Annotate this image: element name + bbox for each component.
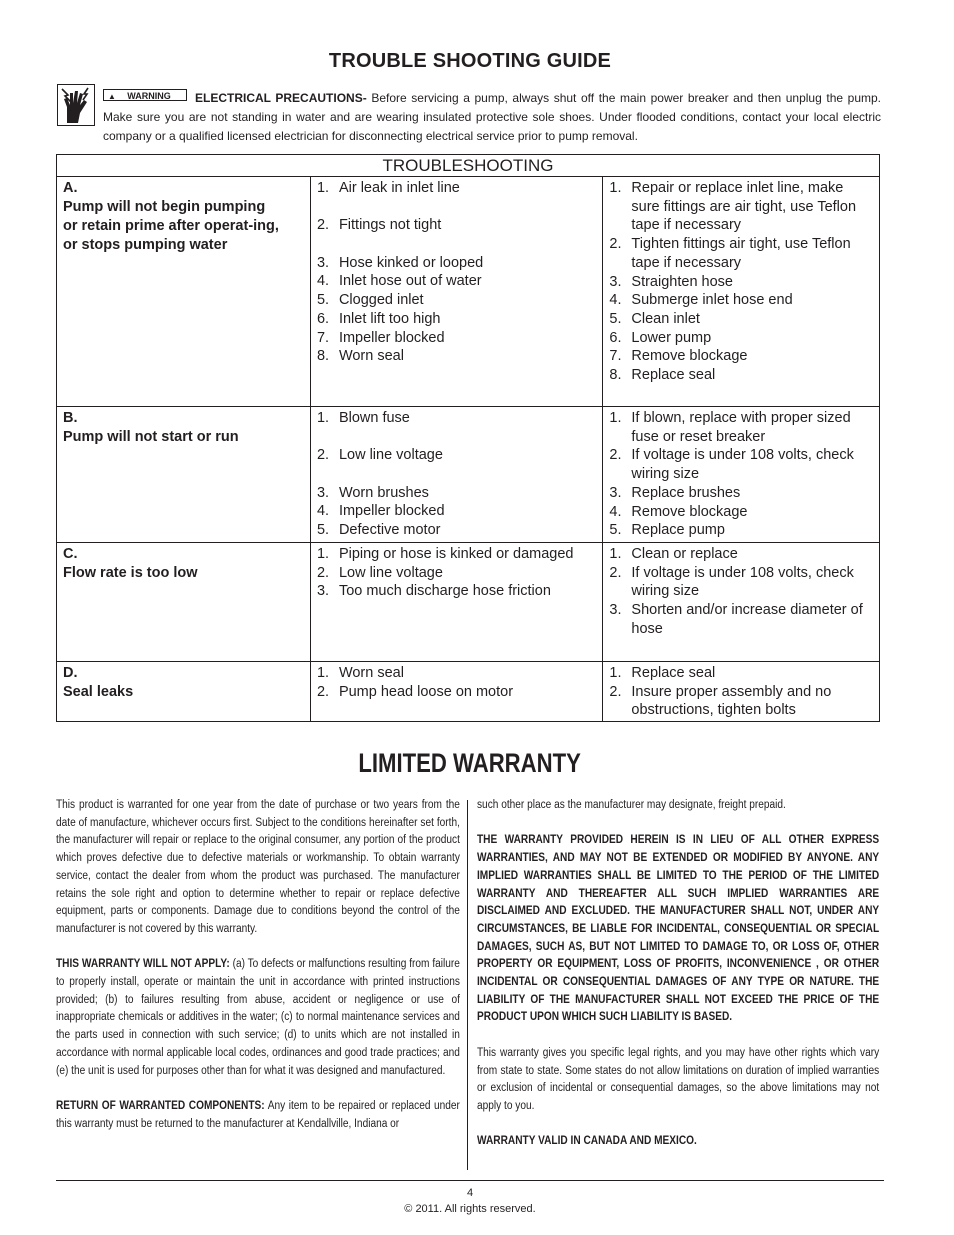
problem-letter: C. (63, 546, 78, 562)
spacer (317, 465, 596, 484)
item-text: Air leak in inlet line (338, 180, 460, 196)
remedy-item (609, 310, 873, 329)
item-text: Worn brushes (338, 484, 429, 501)
item-number: 2. (316, 447, 330, 464)
remedy-item (609, 291, 873, 310)
item-number: 2. (609, 683, 622, 700)
cause-item (317, 347, 596, 366)
item-text: Too much discharge hose friction (338, 583, 551, 600)
problem-cell (57, 662, 311, 722)
item-number: 7. (316, 329, 330, 346)
cause-item (317, 179, 596, 198)
item-text: Inlet hose out of water (338, 273, 482, 290)
item-number: 2. (316, 564, 330, 581)
cause-item (317, 329, 596, 348)
problem-text: Pump will not start or run (63, 429, 239, 445)
remedy-item (609, 329, 873, 348)
remedy-cell (603, 543, 880, 662)
item-number: 8. (609, 367, 622, 384)
cause-item (317, 582, 596, 601)
remedy-item (609, 664, 873, 683)
copyright: © 2011. All rights reserved. (404, 1203, 536, 1215)
cause-item (317, 545, 596, 564)
cause-cell (310, 177, 602, 407)
item-number: 2. (609, 236, 622, 253)
problem-text: Pump will not begin pumping or retain prime after operat-ing, or stops pumping water (63, 199, 279, 253)
item-text: Hose kinked or looped (338, 254, 484, 271)
remedy-item (609, 564, 873, 601)
item-text: Shorten and/or increase diameter of hose (631, 602, 863, 637)
troubleshooting-row (57, 662, 880, 722)
footer-rule (56, 1180, 884, 1181)
remedy-item (609, 484, 873, 503)
item-text: Fittings not tight (338, 217, 442, 234)
item-text: Clogged inlet (338, 292, 424, 309)
item-number: 2. (316, 217, 330, 234)
cause-cell (310, 407, 602, 543)
item-text: If voltage is under 108 volts, check wiring size (631, 447, 854, 483)
item-number: 2. (609, 564, 622, 581)
item-text: Low line voltage (338, 447, 443, 464)
item-number: 5. (609, 522, 622, 539)
warning-triangle-icon: ▲ (108, 92, 116, 101)
troubleshooting-row (57, 543, 880, 662)
spacer (317, 235, 596, 254)
remedy-item (609, 179, 873, 235)
item-number: 4. (316, 503, 330, 520)
item-number: 4. (609, 503, 622, 520)
remedy-item (609, 521, 873, 540)
warranty-paragraph: This product is warranted for one year from the date of purchase or two years from the date of manufacture, whichever occurs first. Subject to the conditions hereinafter set forth, the manufacturer will repair or replace to the original consumer, any portion of the product which proves defective due to defective materials or workmanship. To obtain warranty service, contact the dealer from whom the product was purchased. The manufacturer retains the sole right and option to determine whether to repair or replace defective equipment, parts or components. Damage due to conditions beyond the control of the manufacturer is not covered by this warranty. (56, 799, 460, 935)
item-text: Low line voltage (338, 564, 443, 581)
item-text: Worn seal (338, 665, 404, 681)
item-text: If voltage is under 108 volts, check wiring size (631, 564, 854, 600)
item-text: If blown, replace with proper sized fuse or reset breaker (631, 410, 851, 445)
item-text: Remove blockage (631, 348, 748, 365)
item-text: Piping or hose is kinked or damaged (338, 546, 574, 562)
warranty-exclusions (56, 956, 460, 1080)
item-text: Repair or replace inlet line, make sure fittings are air tight, use Teflon tape if necessary (631, 180, 857, 234)
problem-letter: A. (63, 180, 78, 196)
column-divider (467, 800, 468, 1170)
item-number: 3. (316, 583, 330, 600)
cause-item (317, 310, 596, 329)
exclusions-lead: THIS WARRANTY WILL NOT APPLY: (56, 958, 230, 971)
cause-item (317, 216, 596, 235)
remedy-cell (603, 407, 880, 543)
problem-letter: D. (63, 665, 78, 681)
item-text: Replace seal (631, 367, 716, 384)
item-text: Clean inlet (631, 310, 700, 327)
electrical-hazard-hand-icon (57, 84, 95, 126)
exclusions-body: (a) To defects or malfunctions resulting from failure to properly install, operate or maintain the unit in accordance with printed instructions provided; (b) to failures resulting from abuse, accident or negligence or use of inappropriate chemicals or additives in the water; (c) to normal maintenance services and the parts used in connection with such service; (d) to units which are not installed in accordance with normal applicable local codes, ordinances and good trade practices; and (e) the unit is used for purposes other than for what it was designed and manufactured. (56, 958, 460, 1077)
item-text: Impeller blocked (338, 329, 445, 346)
warranty-left-column (56, 797, 460, 1151)
item-number: 2. (316, 683, 330, 700)
item-number: 7. (609, 348, 622, 365)
troubleshooting-header: TROUBLESHOOTING (57, 155, 880, 177)
warranty-title: LIMITED WARRANTY (358, 748, 581, 778)
spacer (317, 198, 596, 217)
item-number: 4. (609, 292, 622, 309)
item-text: Tighten fittings air tight, use Teflon tape if necessary (631, 236, 851, 271)
item-number: 2. (609, 447, 622, 464)
cause-item (317, 409, 596, 428)
warning-badge-label: WARNING (127, 91, 171, 101)
item-number: 3. (316, 254, 330, 271)
return-lead: RETURN OF WARRANTED COMPONENTS: (56, 1099, 265, 1112)
return-body: Any item to be repaired or replaced under this warranty must be returned to the manufacturer at Kendallville, Indiana or (56, 1099, 460, 1130)
item-number: 1. (316, 180, 330, 196)
item-text: Replace pump (631, 522, 725, 539)
remedy-item (609, 409, 873, 446)
cause-item (317, 521, 596, 540)
remedy-item (609, 446, 873, 483)
item-number: 1. (316, 665, 330, 681)
warranty-return (56, 1098, 460, 1133)
item-number: 3. (609, 273, 622, 290)
troubleshooting-table (56, 154, 880, 722)
page-number: 4 (466, 1187, 474, 1199)
cause-item (317, 502, 596, 521)
cause-item (317, 564, 596, 583)
item-number: 5. (316, 522, 330, 539)
item-number: 1. (316, 410, 330, 426)
remedy-item (609, 545, 873, 564)
remedy-item (609, 366, 873, 385)
remedy-item (609, 347, 873, 366)
item-number: 1. (609, 665, 622, 681)
item-number: 5. (609, 310, 622, 327)
item-text: Replace seal (631, 665, 716, 681)
cause-item (317, 291, 596, 310)
item-number: 1. (609, 546, 622, 562)
item-text: Worn seal (338, 348, 404, 365)
item-text: Remove blockage (631, 503, 748, 520)
item-number: 1. (316, 546, 330, 562)
item-text: Defective motor (338, 522, 441, 539)
troubleshooting-row (57, 177, 880, 407)
electrical-precautions-lead: ELECTRICAL PRECAUTIONS- (195, 91, 367, 105)
cause-cell (310, 662, 602, 722)
problem-letter: B. (63, 410, 78, 426)
item-text: Pump head loose on motor (338, 683, 514, 700)
spacer (317, 428, 596, 447)
remedy-item (609, 273, 873, 292)
remedy-cell (603, 662, 880, 722)
warranty-paragraph: such other place as the manufacturer may designate, freight prepaid. (477, 799, 786, 811)
cause-item (317, 272, 596, 291)
problem-cell (57, 177, 311, 407)
item-text: Clean or replace (631, 546, 738, 562)
cause-item (317, 664, 596, 683)
problem-cell (57, 543, 311, 662)
warranty-right-column (477, 797, 879, 1169)
problem-cell (57, 407, 311, 543)
item-number: 4. (316, 273, 330, 290)
item-number: 6. (609, 329, 622, 346)
item-number: 8. (316, 348, 330, 365)
remedy-item (609, 601, 873, 638)
problem-text: Seal leaks (63, 684, 134, 700)
warning-badge (103, 89, 187, 101)
cause-item (317, 683, 596, 702)
remedy-cell (603, 177, 880, 407)
item-number: 3. (609, 484, 622, 501)
problem-text: Flow rate is too low (63, 565, 198, 581)
warranty-paragraph: This warranty gives you specific legal rights, and you may have other rights which vary from state to state. Some states do not allow limitations on duration of implied warranties or exclusion of incidental or consequential damages, so the above limitations may not apply to you. (477, 1046, 880, 1112)
cause-item (317, 484, 596, 503)
item-text: Impeller blocked (338, 503, 445, 520)
item-number: 3. (609, 602, 622, 619)
warranty-validity (477, 1133, 879, 1151)
item-text: Blown fuse (338, 410, 410, 426)
cause-item (317, 446, 596, 465)
item-number: 1. (609, 410, 622, 426)
item-text: Straighten hose (631, 273, 733, 290)
warranty-disclaimer (477, 832, 879, 1027)
cause-item (317, 254, 596, 273)
item-text: Replace brushes (631, 484, 741, 501)
remedy-item (609, 235, 873, 272)
cause-cell (310, 543, 602, 662)
item-number: 3. (316, 484, 330, 501)
troubleshooting-row (57, 407, 880, 543)
remedy-item (609, 503, 873, 522)
validity-body: WARRANTY VALID IN CANADA AND MEXICO. (477, 1135, 697, 1148)
item-number: 1. (609, 180, 622, 196)
item-text: Inlet lift too high (338, 310, 441, 327)
electrical-precautions-body: Before servicing a pump, always shut off the main power breaker and then unplug the pump. Make sure you are not standing in water and are wearing insulated protective sole shoes. Under flooded conditions, contact your local electric company or a qualified licensed electrician for disconnecting electrical service prior to pump removal. (103, 91, 881, 143)
page-title: TROUBLE SHOOTING GUIDE (328, 50, 612, 72)
item-number: 6. (316, 310, 330, 327)
item-text: Insure proper assembly and no obstructions, tighten bolts (631, 683, 832, 719)
item-text: Lower pump (631, 329, 712, 346)
disclaimer-body: THE WARRANTY PROVIDED HEREIN IS IN LIEU OF ALL OTHER EXPRESS WARRANTIES, AND MAY NOT BE EXTENDED OR MODIFIED BY ANYONE. ANY IMPLIED WARRANTIES SHALL BE LIMITED TO THE PERIOD OF THE LIMITED WARRANTY AND THEREAFTER ALL SUCH IMPLIED WARRANTIES ARE DISCLAIMED AND EXCLUDED. THE MANUFACTURER SHALL NOT, UNDER ANY CIRCUMSTANCES, BE LIABLE FOR INCIDENTAL, CONSEQUENTIAL OR SPECIAL DAMAGES, SUCH AS, BUT NOT LIMITED TO DAMAGE TO, OR LOSS OF, OTHER PROPERTY OR EQUIPMENT, LOSS OF PROFITS, INCONVENIENCE , OR OTHER INCIDENTAL OR CONSEQUENTIAL DAMAGES OF ANY TYPE OR NATURE. THE LIABILITY OF THE MANUFACTURER SHALL NOT EXCEED THE PRICE OF THE PRODUCT UPON WHICH SUCH LIABILITY IS BASED. (477, 834, 880, 1024)
item-number: 5. (316, 292, 330, 309)
electrical-precautions-text (103, 89, 881, 146)
item-text: Submerge inlet hose end (631, 292, 793, 309)
remedy-item (609, 683, 873, 720)
